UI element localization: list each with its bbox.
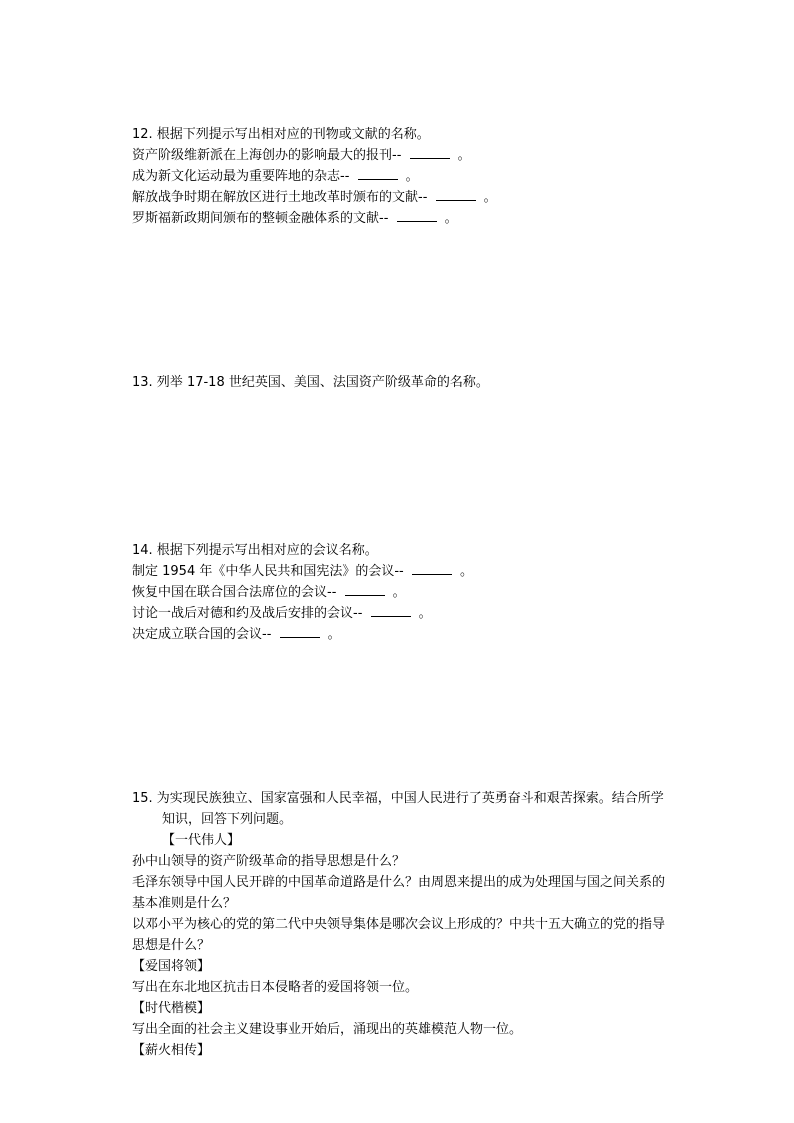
answer-blank[interactable] (371, 604, 411, 617)
question-14-item-3: 讨论一战后对德和约及战后安排的会议-- 。 (132, 606, 432, 621)
question-15-title: 15. 为实现民族独立、国家富强和人民幸福，中国人民进行了英勇奋斗和艰苦探索。结合所学知识，回答下列问题。 (132, 791, 664, 827)
question-12-item-3: 解放战争时期在解放区进行土地改革时颁布的文献-- 。 (132, 190, 497, 205)
question-15-sub-2: 毛泽东领导中国人民开辟的中国革命道路是什么？由周恩来提出的成为处理国与国之间关系的基本准则是什么？ (132, 875, 666, 911)
question-15-sub-5: 写出全面的社会主义建设事业开始后，涌现出的英雄模范人物一位。 (132, 1022, 523, 1037)
question-15-sub-4: 写出在东北地区抗击日本侵略者的爱国将领一位。 (132, 980, 419, 995)
question-12 (132, 124, 672, 229)
section-heading-torch-passing: 【薪火相传】 (132, 1043, 211, 1058)
answer-blank[interactable] (280, 625, 320, 638)
question-12-item-1: 资产阶级维新派在上海创办的影响最大的报刊-- 。 (132, 148, 471, 163)
question-14-title: 14. 根据下列提示写出相对应的会议名称。 (132, 543, 378, 558)
question-15-sub-3: 以邓小平为核心的党的第二代中央领导集体是哪次会议上形成的？中共十五大确立的党的指导思想是什么？ (132, 917, 666, 953)
question-14-item-4: 决定成立联合国的会议-- 。 (132, 627, 341, 642)
section-heading-great-leader: 【一代伟人】 (162, 833, 241, 848)
question-14-item-2: 恢复中国在联合国合法席位的会议-- 。 (132, 585, 406, 600)
question-14-item-1: 制定 1954 年《中华人民共和国宪法》的会议-- 。 (132, 564, 474, 579)
question-15 (132, 788, 672, 1061)
answer-blank[interactable] (397, 209, 437, 222)
answer-blank[interactable] (410, 146, 450, 159)
question-12-item-4: 罗斯福新政期间颁布的整顿金融体系的文献-- 。 (132, 211, 458, 226)
question-12-title: 12. 根据下列提示写出相对应的刊物或文献的名称。 (132, 127, 430, 142)
question-12-item-2: 成为新文化运动最为重要阵地的杂志-- 。 (132, 169, 419, 184)
answer-blank[interactable] (436, 188, 476, 201)
answer-blank[interactable] (412, 562, 452, 575)
question-13-title: 13. 列举 17-18 世纪英国、美国、法国资产阶级革命的名称。 (132, 375, 489, 390)
answer-blank[interactable] (345, 583, 385, 596)
question-14 (132, 540, 672, 645)
question-15-sub-1: 孙中山领导的资产阶级革命的指导思想是什么？ (132, 854, 406, 869)
section-heading-model-of-era: 【时代楷模】 (132, 1001, 211, 1016)
question-13 (132, 372, 672, 393)
answer-blank[interactable] (358, 167, 398, 180)
section-heading-patriotic-general: 【爱国将领】 (132, 959, 211, 974)
